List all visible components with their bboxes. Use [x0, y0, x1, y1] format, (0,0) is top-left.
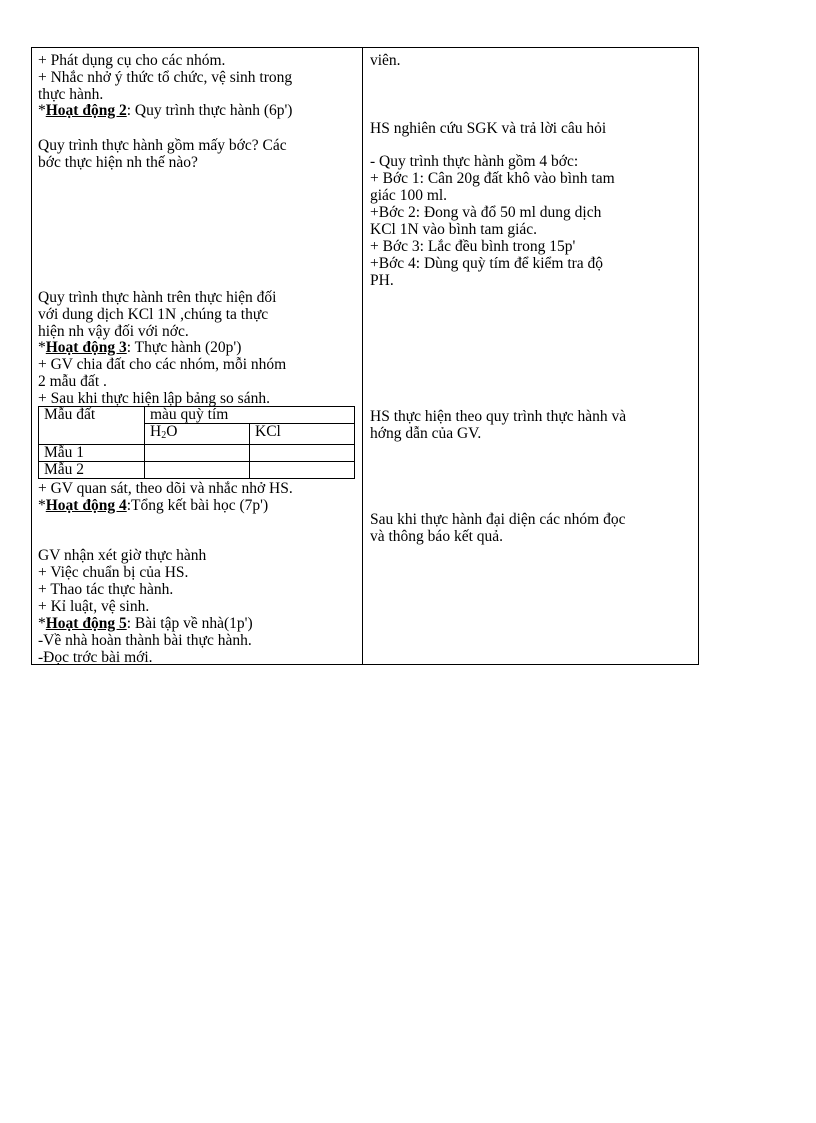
text-line: + Bớc 3: Lắc đều bình trong 15p' — [370, 238, 576, 255]
h2o-o: O — [166, 423, 178, 440]
table-header-h2o — [145, 424, 250, 445]
text-line: -Về nhà hoàn thành bài thực hành. — [38, 632, 252, 649]
text-line: + GV chia đất cho các nhóm, mỗi nhóm — [38, 356, 287, 373]
activity-4-heading — [38, 497, 268, 514]
text-line: Quy trình thực hành gồm mấy bớc? Các — [38, 137, 287, 154]
text-line: với dung dịch KCl 1N ,chúng ta thực — [38, 306, 269, 323]
text-line: 2 mẫu đất . — [38, 373, 107, 390]
activity-3-heading — [38, 339, 241, 356]
text-line: Sau khi thực hành đại diện các nhóm đọc — [370, 511, 626, 528]
text-line: bớc thực hiện nh thế nào? — [38, 154, 198, 171]
heading-star: * — [38, 339, 46, 356]
text-line: Quy trình thực hành trên thực hiện đối — [38, 289, 277, 306]
text-line: hiện nh vậy đối với nớc. — [38, 323, 189, 340]
text-line: + Việc chuẩn bị của HS. — [38, 564, 189, 581]
text-line: + Nhắc nhở ý thức tổ chức, vệ sinh trong — [38, 69, 293, 86]
activity-3-title: Hoạt động 3 — [45, 339, 127, 356]
activity-4-title: Hoạt động 4 — [45, 497, 127, 514]
text-line: HS thực hiện theo quy trình thực hành và — [370, 408, 627, 425]
text-line: giác 100 ml. — [370, 187, 448, 204]
text-line: + Sau khi thực hiện lập bảng so sánh. — [38, 390, 270, 407]
table-row — [39, 445, 355, 462]
heading-star: * — [38, 102, 46, 119]
table-row — [39, 462, 355, 479]
text-line: + Phát dụng cụ cho các nhóm. — [38, 52, 226, 69]
text-line: PH. — [370, 272, 394, 289]
activity-2-heading — [38, 102, 292, 119]
heading-star: * — [38, 497, 46, 514]
h2o-subscript: 2 — [161, 430, 167, 441]
text-line: + GV quan sát, theo dõi và nhắc nhở HS. — [38, 480, 293, 497]
text-line: +Bớc 2: Đong và đổ 50 ml dung dịch — [370, 204, 602, 221]
table-cell: Mẫu 2 — [39, 462, 145, 479]
text-line: -Đọc trớc bài mới. — [38, 649, 153, 666]
text-line: + Kỉ luật, vệ sinh. — [38, 598, 150, 615]
activity-2-title: Hoạt động 2 — [45, 102, 127, 119]
activity-5-heading — [38, 615, 253, 632]
table-header-litmus: màu quỳ tím — [145, 407, 355, 424]
column-divider — [362, 47, 363, 665]
table-header-kcl: KCl — [250, 424, 355, 445]
text-line: +Bớc 4: Dùng quỳ tím để kiểm tra độ — [370, 255, 604, 272]
text-line: + Thao tác thực hành. — [38, 581, 174, 598]
h2o-h: H — [150, 423, 162, 440]
table-cell — [250, 445, 355, 462]
text-line: + Bớc 1: Cân 20g đất khô vào bình tam — [370, 170, 615, 187]
text-line: thực hành. — [38, 86, 104, 103]
table-cell — [250, 462, 355, 479]
text-line: và thông báo kết quả. — [370, 528, 504, 545]
text-line: - Quy trình thực hành gồm 4 bớc: — [370, 153, 579, 170]
text-line: GV nhận xét giờ thực hành — [38, 547, 207, 564]
activity-4-desc: :Tổng kết bài học (7p') — [126, 497, 269, 514]
activity-2-desc: : Quy trình thực hành (6p') — [126, 102, 293, 119]
table-cell: Mẫu 1 — [39, 445, 145, 462]
activity-5-title: Hoạt động 5 — [45, 615, 127, 632]
activity-5-desc: : Bài tập về nhà(1p') — [126, 615, 253, 632]
activity-3-desc: : Thực hành (20p') — [126, 339, 242, 356]
text-line: KCl 1N vào bình tam giác. — [370, 221, 538, 238]
comparison-table — [38, 406, 355, 479]
text-line: HS nghiên cứu SGK và trả lời câu hỏi — [370, 120, 607, 137]
text-line: hớng dẫn của GV. — [370, 425, 482, 442]
table-cell — [145, 462, 250, 479]
heading-star: * — [38, 615, 46, 632]
table-cell — [145, 445, 250, 462]
text-line: viên. — [370, 52, 401, 69]
table-header-sample: Mẫu đất — [39, 407, 145, 445]
